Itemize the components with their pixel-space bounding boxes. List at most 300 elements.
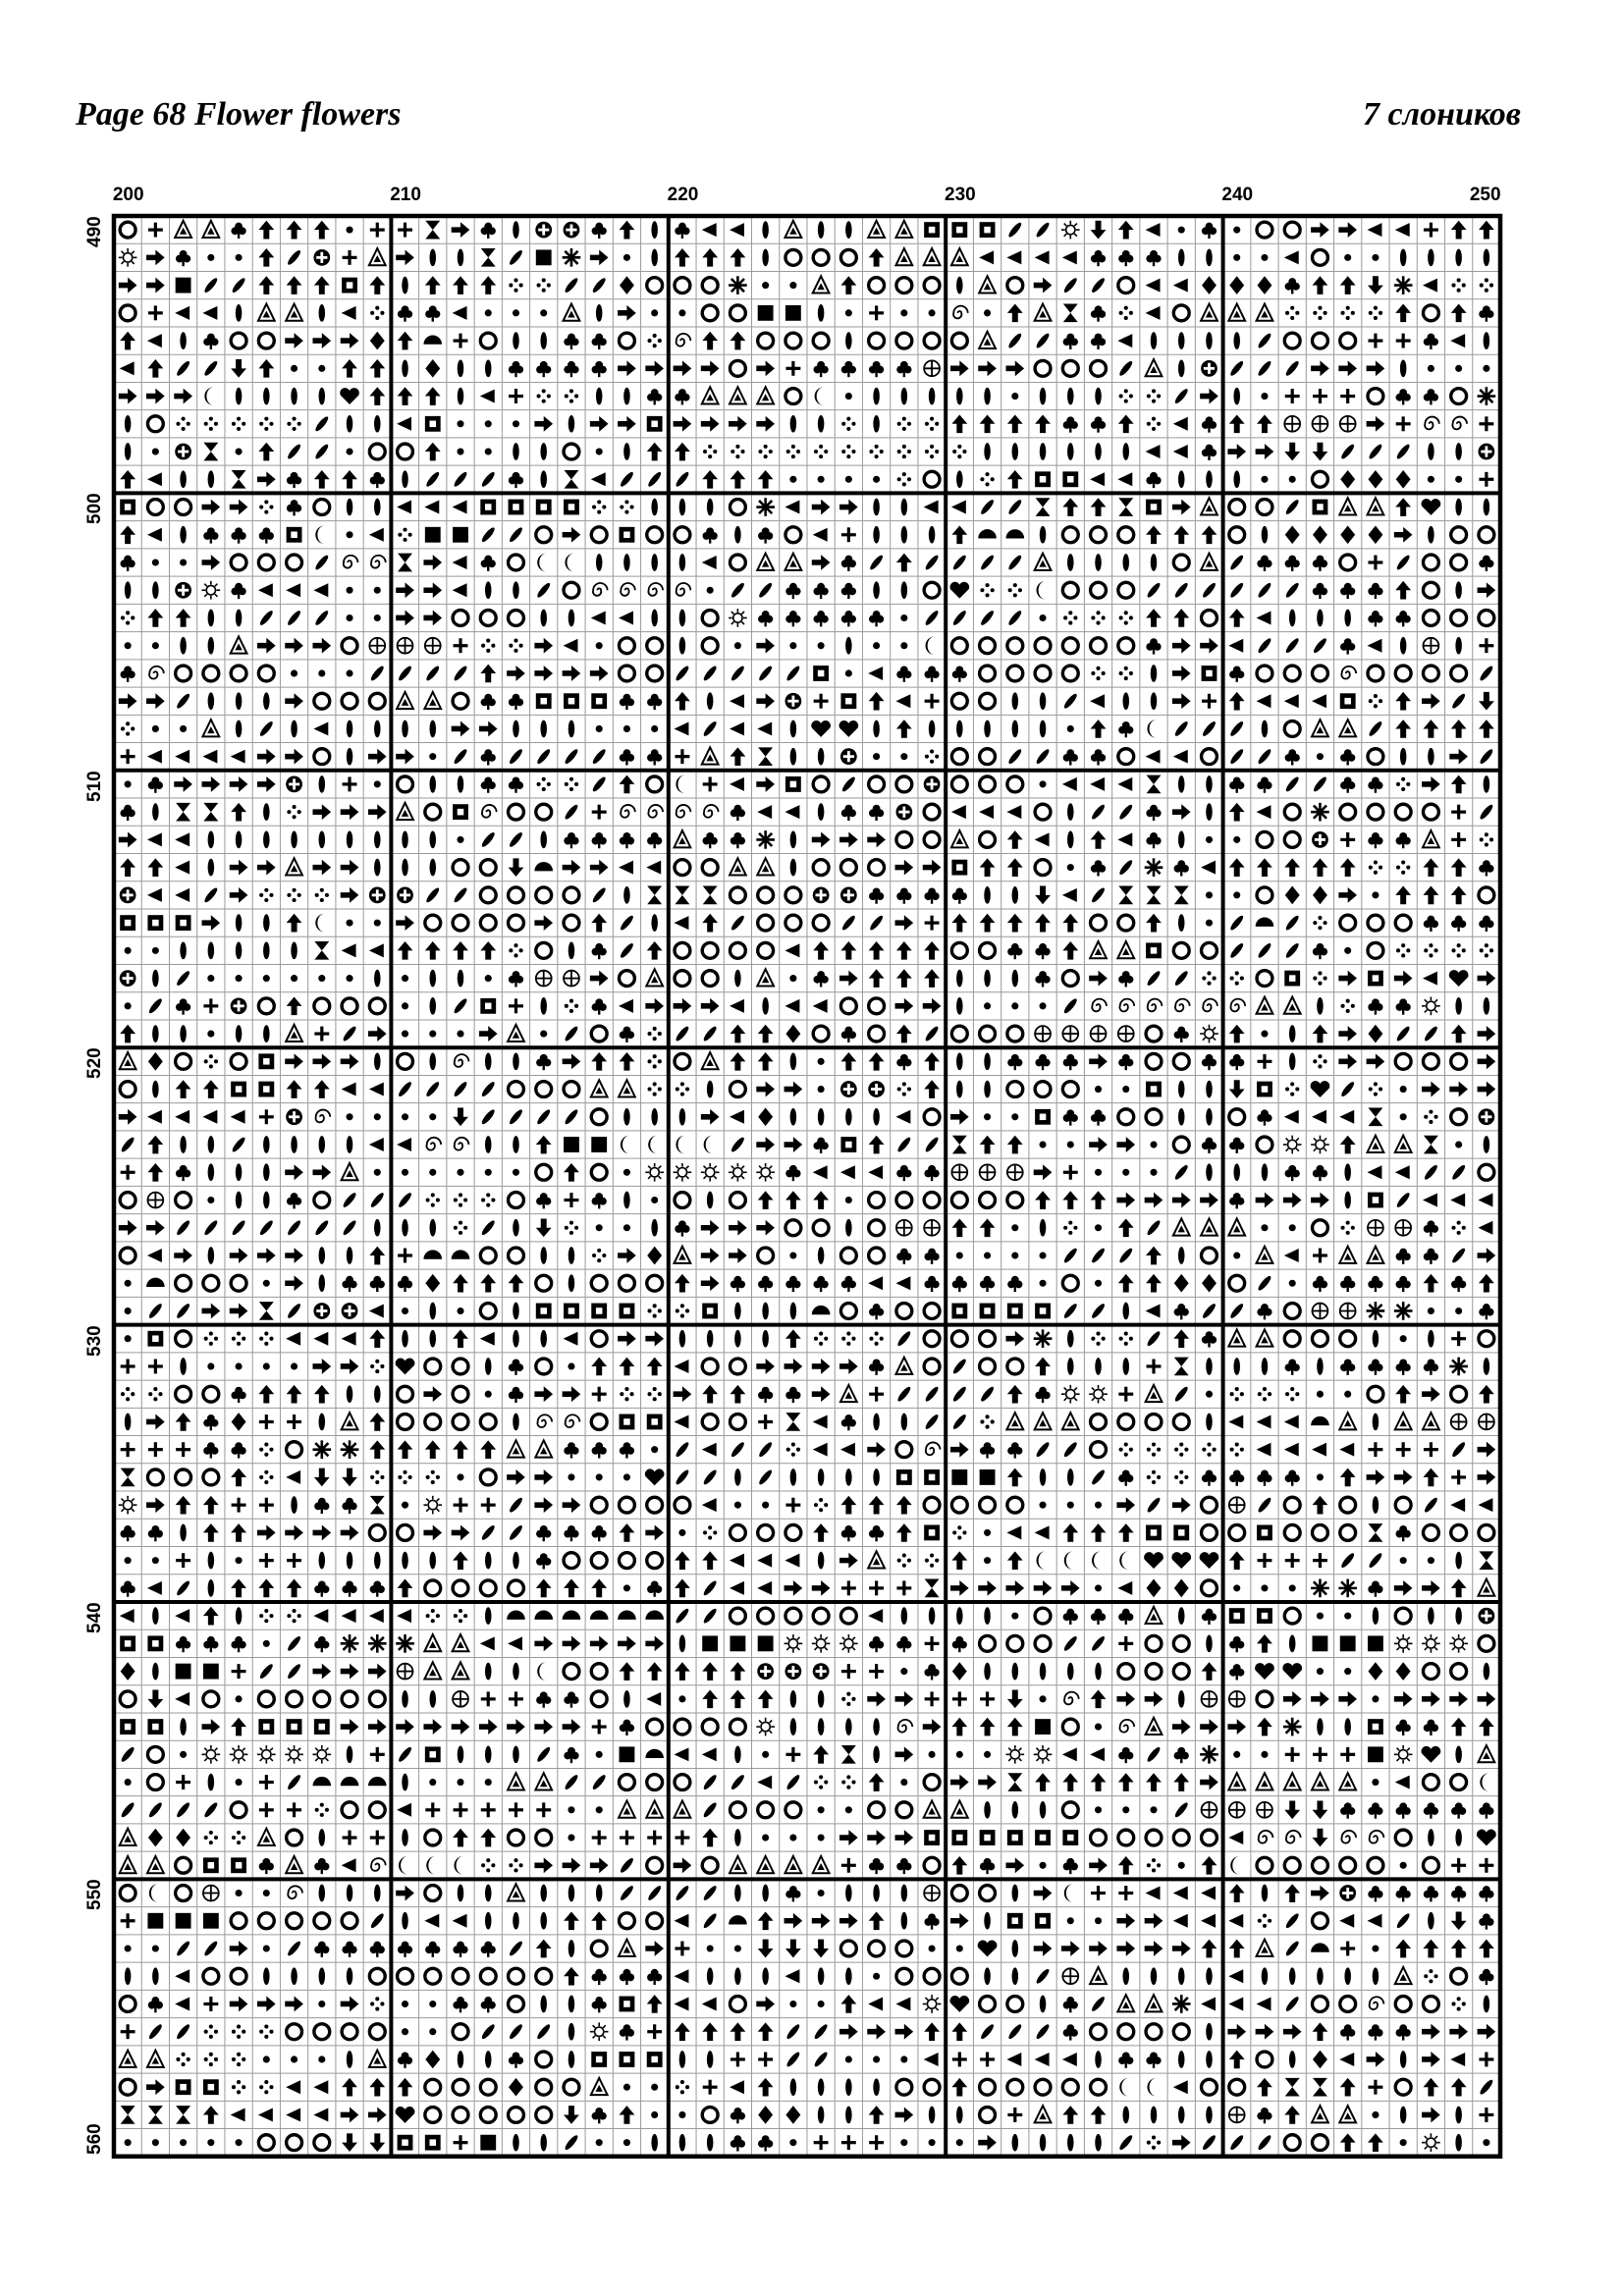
- stitch-clover: [869, 1360, 884, 1375]
- stitch-triangle-outline: [231, 636, 247, 653]
- stitch-triangle-outline: [1339, 1413, 1356, 1429]
- stitch-circle-ring: [1118, 1664, 1134, 1680]
- stitch-circle-ring: [258, 2135, 274, 2151]
- stitch-circle-ring: [536, 804, 552, 820]
- stitch-slash-leaf: [785, 665, 802, 682]
- stitch-hourglass: [703, 886, 718, 905]
- stitch-bullet-dot: [1233, 227, 1240, 234]
- stitch-bullet-dot: [1095, 1584, 1102, 1591]
- stitch-circle-ring: [840, 998, 856, 1014]
- stitch-starburst: [312, 1440, 331, 1459]
- stitch-arrow-right: [507, 1719, 525, 1735]
- stitch-circle-ring: [1257, 2052, 1272, 2067]
- stitch-oval-leaf: [402, 470, 408, 488]
- stitch-oval-leaf: [374, 1552, 381, 1570]
- stitch-circle-ring: [813, 915, 829, 931]
- stitch-arrow-left: [1062, 1747, 1077, 1761]
- stitch-slash-leaf: [397, 665, 413, 682]
- stitch-bullet-dot: [513, 309, 519, 316]
- stitch-circle-ring: [1091, 2079, 1107, 2095]
- stitch-circle-ring: [203, 1691, 219, 1707]
- stitch-oval-leaf: [1178, 1108, 1185, 1126]
- stitch-circle-ring: [1146, 1664, 1162, 1680]
- stitch-oval-leaf: [734, 1303, 741, 1320]
- stitch-bullet-dot: [845, 309, 852, 316]
- stitch-oval-leaf: [208, 1579, 215, 1597]
- stitch-oval-leaf: [347, 721, 353, 738]
- stitch-arrow-right: [1367, 2052, 1385, 2067]
- stitch-diamond: [370, 332, 385, 350]
- stitch-arrow-left: [1312, 694, 1326, 708]
- stitch-cross-circle: [147, 1193, 163, 1208]
- stitch-arrow-down: [564, 2106, 579, 2124]
- stitch-oval-leaf: [291, 721, 298, 738]
- stitch-oval-leaf: [929, 2107, 936, 2124]
- stitch-plus: [592, 1387, 607, 1402]
- stitch-bullet-dot: [818, 1834, 825, 1841]
- stitch-oval-leaf: [374, 859, 381, 877]
- stitch-sunburst: [312, 1745, 331, 1764]
- stitch-arrow-up: [1340, 858, 1356, 877]
- stitch-oval-leaf: [845, 1885, 852, 1902]
- stitch-circle-ring: [1284, 831, 1300, 847]
- stitch-square-ring: [1146, 942, 1162, 958]
- stitch-arrow-left: [1201, 1997, 1216, 2010]
- stitch-triangle-outline: [1284, 1773, 1301, 1789]
- stitch-clover: [1063, 1054, 1078, 1070]
- stitch-plus: [703, 776, 718, 791]
- stitch-circle-ring: [1340, 804, 1356, 820]
- stitch-clover: [952, 667, 967, 682]
- stitch-triangle-outline: [1146, 1995, 1163, 2011]
- stitch-spiral: [1259, 1831, 1273, 1843]
- stitch-arrow-right: [812, 1580, 831, 1596]
- stitch-arrow-right: [1005, 1857, 1024, 1873]
- stitch-circle-cross: [1478, 444, 1494, 460]
- stitch-arrow-right: [1116, 1193, 1135, 1208]
- stitch-square-ring: [1173, 1524, 1189, 1540]
- stitch-arrow-up: [398, 332, 413, 350]
- stitch-arrow-up: [287, 914, 302, 933]
- stitch-circle-ring: [591, 527, 607, 543]
- stitch-oval-leaf: [1455, 1607, 1462, 1625]
- stitch-arrow-right: [1200, 389, 1218, 404]
- stitch-slash-leaf: [1395, 1191, 1412, 1208]
- stitch-plus: [370, 1747, 385, 1762]
- stitch-bullet-dot: [762, 282, 769, 289]
- stitch-circle-cross: [397, 886, 413, 903]
- stitch-bullet-dot: [651, 1197, 658, 1203]
- stitch-four-dots: [1285, 306, 1299, 320]
- stitch-arrow-left: [1117, 1581, 1132, 1595]
- stitch-clover: [1340, 1802, 1355, 1818]
- stitch-circle-ring: [591, 1941, 607, 1956]
- stitch-square-ring: [980, 1830, 996, 1845]
- stitch-arrow-up: [620, 1052, 635, 1071]
- stitch-oval-leaf: [623, 388, 630, 405]
- stitch-circle-ring: [951, 1968, 967, 1984]
- stitch-clover: [1174, 1027, 1189, 1042]
- stitch-hourglass: [1368, 1523, 1382, 1542]
- stitch-clover: [1174, 1304, 1189, 1319]
- stitch-arrow-right: [1311, 222, 1329, 238]
- stitch-oval-leaf: [429, 970, 436, 988]
- stitch-oval-leaf: [208, 692, 215, 710]
- stitch-arrow-up: [147, 858, 163, 877]
- stitch-plus: [509, 389, 523, 403]
- stitch-arrow-up: [1091, 1773, 1107, 1791]
- stitch-bullet-dot: [789, 975, 796, 982]
- stitch-slash-leaf: [258, 720, 275, 737]
- stitch-arrow-left: [813, 1443, 828, 1457]
- stitch-circle-ring: [453, 2079, 468, 2095]
- stitch-circle-ring: [1118, 749, 1134, 765]
- stitch-four-dots: [814, 1332, 828, 1346]
- stitch-plus: [370, 1831, 385, 1845]
- stitch-circle-ring: [647, 1913, 663, 1929]
- stitch-plus: [536, 1802, 551, 1817]
- stitch-bullet-dot: [818, 642, 825, 649]
- stitch-circle-ring: [924, 2079, 940, 2095]
- stitch-four-dots: [537, 389, 551, 402]
- stitch-arrow-right: [202, 915, 221, 931]
- stitch-oval-leaf: [402, 1829, 408, 1846]
- stitch-oval-leaf: [458, 1745, 464, 1763]
- stitch-circle-cross: [813, 886, 830, 903]
- stitch-slash-leaf: [258, 1663, 275, 1681]
- stitch-four-dots: [980, 472, 994, 486]
- stitch-arrow-up: [675, 1579, 690, 1598]
- stitch-arrow-right: [812, 1913, 831, 1929]
- stitch-heart: [1144, 1552, 1163, 1569]
- stitch-four-dots: [1285, 1387, 1299, 1401]
- stitch-cross-circle: [924, 1220, 940, 1236]
- stitch-plus: [592, 805, 607, 820]
- stitch-oval-leaf: [818, 1247, 825, 1264]
- stitch-oval-leaf: [319, 1829, 326, 1846]
- stitch-arrow-up: [1257, 858, 1272, 877]
- stitch-oval-leaf: [152, 803, 159, 821]
- stitch-slash-leaf: [1257, 2134, 1273, 2152]
- stitch-circle-ring: [924, 1857, 940, 1873]
- stitch-oval-leaf: [458, 970, 464, 988]
- stitch-clover: [785, 583, 800, 599]
- stitch-bullet-dot: [236, 2139, 243, 2146]
- stitch-clover: [536, 1193, 551, 1208]
- stitch-circle-ring: [480, 2108, 496, 2123]
- stitch-arrow-down: [1368, 276, 1383, 294]
- stitch-bullet-dot: [346, 920, 352, 927]
- stitch-arrow-left: [1146, 223, 1161, 237]
- stitch-bullet-dot: [900, 614, 907, 621]
- stitch-slash-leaf: [702, 1607, 719, 1625]
- stitch-crescent: [621, 1136, 629, 1154]
- stitch-four-dots: [1480, 943, 1493, 957]
- stitch-arrow-up: [1479, 1940, 1494, 1958]
- stitch-hourglass: [841, 1745, 856, 1764]
- stitch-circle-ring: [1202, 1580, 1217, 1596]
- stitch-circle-ring: [1035, 860, 1051, 876]
- stitch-bullet-dot: [956, 2139, 963, 2146]
- stitch-circle-ring: [1451, 1109, 1467, 1125]
- stitch-half-disc: [146, 1278, 165, 1287]
- stitch-circle-ring: [509, 1997, 524, 2012]
- stitch-clover: [785, 1387, 800, 1403]
- stitch-slash-leaf: [1228, 581, 1245, 599]
- stitch-slash-leaf: [314, 443, 331, 460]
- stitch-oval-leaf: [929, 388, 936, 405]
- stitch-circle-ring: [1479, 1331, 1494, 1347]
- stitch-arrow-left: [730, 1581, 744, 1595]
- stitch-half-disc: [729, 1915, 747, 1924]
- stitch-bullet-dot: [374, 1169, 381, 1176]
- stitch-square-ring: [924, 1469, 940, 1485]
- stitch-circle-ring: [702, 611, 718, 626]
- stitch-cross-circle: [951, 1164, 967, 1180]
- stitch-four-dots: [259, 2025, 273, 2039]
- stitch-arrow-left: [369, 1138, 384, 1151]
- stitch-slash-leaf: [175, 2023, 191, 2041]
- stitch-slash-leaf: [508, 1496, 524, 1514]
- stitch-arrow-left: [840, 1165, 855, 1179]
- stitch-oval-leaf: [1428, 249, 1434, 267]
- stitch-oval-leaf: [707, 2051, 714, 2068]
- stitch-heart: [949, 582, 969, 599]
- stitch-arrow-right: [784, 1913, 803, 1929]
- stitch-arrow-left: [757, 1554, 772, 1568]
- stitch-oval-leaf: [1484, 332, 1490, 349]
- stitch-circle-ring: [258, 998, 274, 1014]
- stitch-slash-leaf: [730, 1774, 746, 1791]
- stitch-circle-ring: [1284, 1857, 1300, 1873]
- stitch-slash-leaf: [535, 2023, 552, 2041]
- stitch-triangle-outline: [619, 1080, 635, 1096]
- stitch-arrow-up: [203, 2106, 219, 2124]
- stitch-clover: [120, 667, 135, 682]
- stitch-square-ring: [924, 1524, 940, 1540]
- stitch-arrow-up: [591, 1911, 607, 1930]
- stitch-arrow-right: [202, 1304, 221, 1319]
- stitch-clover: [1118, 1747, 1133, 1763]
- stitch-four-dots: [259, 1609, 273, 1623]
- stitch-arrow-right: [1172, 666, 1191, 681]
- stitch-clover: [730, 832, 745, 848]
- stitch-clover: [1063, 2024, 1078, 2040]
- stitch-circle-ring: [980, 693, 996, 709]
- stitch-triangle-outline: [757, 554, 774, 570]
- stitch-triangle-outline: [286, 1856, 302, 1873]
- stitch-triangle-outline: [424, 1662, 441, 1679]
- stitch-arrow-right: [839, 1913, 858, 1929]
- stitch-circle-ring: [369, 2024, 385, 2040]
- stitch-oval-leaf: [1095, 2051, 1102, 2068]
- stitch-bullet-dot: [1372, 1695, 1379, 1702]
- stitch-starburst: [1367, 1302, 1385, 1320]
- stitch-oval-leaf: [1040, 1801, 1047, 1819]
- stitch-oval-leaf: [1206, 775, 1213, 793]
- stitch-arrow-right: [396, 749, 414, 765]
- stitch-circle-ring: [1229, 1275, 1245, 1291]
- stitch-clover: [1479, 305, 1493, 321]
- stitch-half-disc: [341, 1777, 359, 1786]
- stitch-oval-leaf: [1289, 2051, 1296, 2068]
- stitch-square-ring: [1313, 500, 1328, 515]
- stitch-clover: [481, 1997, 496, 2012]
- stitch-filled-square: [951, 1469, 967, 1485]
- stitch-four-dots: [897, 1553, 911, 1567]
- stitch-clover: [398, 1276, 412, 1292]
- stitch-oval-leaf: [458, 1885, 464, 1902]
- stitch-arrow-up: [369, 1247, 385, 1265]
- stitch-plus: [148, 305, 163, 320]
- stitch-arrow-up: [702, 914, 718, 933]
- stitch-bullet-dot: [762, 1751, 769, 1758]
- stitch-clover: [120, 556, 135, 571]
- stitch-oval-leaf: [734, 1829, 741, 1846]
- stitch-oval-leaf: [513, 581, 519, 599]
- stitch-arrow-right: [1478, 1248, 1496, 1263]
- stitch-arrow-right: [867, 1691, 886, 1707]
- stitch-four-dots: [204, 2025, 218, 2039]
- stitch-four-dots: [204, 1332, 218, 1346]
- stitch-oval-leaf: [208, 942, 215, 960]
- stitch-slash-leaf: [1062, 1302, 1079, 1319]
- stitch-arrow-right: [950, 1442, 969, 1458]
- stitch-circle-ring: [1395, 1053, 1411, 1069]
- stitch-square-ring: [924, 1830, 940, 1845]
- stitch-bullet-dot: [180, 559, 187, 565]
- stitch-oval-leaf: [1040, 721, 1047, 738]
- stitch-four-dots: [259, 500, 273, 513]
- stitch-oval-leaf: [1400, 359, 1407, 377]
- stitch-square-ring: [1062, 471, 1078, 487]
- stitch-oval-leaf: [679, 554, 686, 571]
- stitch-clover: [509, 1360, 523, 1375]
- stitch-circle-cross: [120, 970, 136, 987]
- stitch-diamond: [425, 2051, 440, 2069]
- stitch-clover: [592, 943, 607, 959]
- stitch-hourglass: [203, 803, 218, 822]
- stitch-oval-leaf: [513, 1052, 519, 1070]
- stitch-arrow-left: [313, 1609, 328, 1623]
- stitch-oval-leaf: [513, 1303, 519, 1320]
- stitch-bullet-dot: [873, 476, 880, 483]
- stitch-diamond: [1396, 470, 1411, 489]
- stitch-bullet-dot: [236, 1779, 243, 1786]
- stitch-circle-ring: [231, 333, 246, 348]
- stitch-arrow-right: [368, 749, 387, 765]
- stitch-circle-ring: [869, 1802, 885, 1818]
- stitch-slash-leaf: [1201, 581, 1217, 599]
- stitch-circle-ring: [1423, 1857, 1438, 1873]
- stitch-oval-leaf: [263, 1967, 270, 1985]
- stitch-arrow-left: [1228, 1997, 1243, 2010]
- stitch-sunburst: [1422, 1634, 1440, 1653]
- stitch-circle-ring: [1284, 222, 1300, 238]
- stitch-arrow-left: [369, 528, 384, 542]
- stitch-cross-circle: [1091, 1026, 1107, 1041]
- stitch-circle-ring: [509, 1082, 524, 1097]
- stitch-oval-leaf: [208, 831, 215, 849]
- stitch-square-ring: [147, 915, 163, 931]
- stitch-oval-leaf: [402, 859, 408, 877]
- stitch-bullet-dot: [1289, 476, 1296, 483]
- stitch-oval-leaf: [152, 970, 159, 988]
- stitch-four-dots: [841, 417, 855, 431]
- stitch-arrow-left: [1228, 1831, 1243, 1844]
- stitch-circle-ring: [120, 222, 135, 238]
- stitch-oval-leaf: [513, 2134, 519, 2152]
- stitch-slash-leaf: [1228, 359, 1245, 377]
- stitch-arrow-right: [230, 1304, 248, 1319]
- stitch-triangle-outline: [1035, 1413, 1052, 1429]
- row-label: 540: [84, 1602, 105, 1633]
- stitch-arrow-right: [1116, 1497, 1135, 1513]
- stitch-clover: [841, 361, 856, 377]
- stitch-square-ring: [1035, 1109, 1051, 1125]
- stitch-clover: [592, 1193, 607, 1208]
- stitch-oval-leaf: [402, 1690, 408, 1708]
- stitch-bullet-dot: [125, 1945, 132, 1951]
- stitch-bullet-dot: [152, 642, 159, 649]
- stitch-triangle-outline: [202, 720, 219, 736]
- stitch-oval-leaf: [707, 1967, 714, 1985]
- stitch-slash-leaf: [147, 1302, 164, 1319]
- stitch-arrow-left: [147, 1249, 162, 1262]
- stitch-arrow-left: [1423, 972, 1437, 986]
- stitch-arrow-right: [950, 1109, 969, 1125]
- stitch-arrow-up: [702, 2022, 718, 2041]
- stitch-bullet-dot: [984, 309, 991, 316]
- stitch-oval-leaf: [790, 1052, 797, 1070]
- stitch-arrow-left: [868, 667, 883, 680]
- stitch-spiral: [648, 805, 663, 818]
- stitch-circle-ring: [1423, 305, 1438, 321]
- stitch-clover: [730, 1276, 745, 1292]
- stitch-hourglass: [1424, 1136, 1438, 1154]
- stitch-circle-ring: [425, 1359, 441, 1374]
- stitch-four-dots: [786, 445, 800, 458]
- stitch-arrow-left: [369, 1083, 384, 1096]
- stitch-circle-ring: [1423, 1775, 1438, 1790]
- stitch-oval-leaf: [790, 415, 797, 433]
- stitch-circle-ring: [258, 555, 274, 570]
- stitch-triangle-outline: [730, 858, 746, 875]
- stitch-four-dots: [897, 1082, 911, 1095]
- stitch-circle-ring: [314, 998, 330, 1014]
- stitch-oval-leaf: [319, 1885, 326, 1902]
- stitch-oval-leaf: [845, 2078, 852, 2096]
- stitch-arrow-left: [286, 1470, 300, 1484]
- stitch-bullet-dot: [1317, 1391, 1324, 1398]
- stitch-oval-leaf: [236, 1163, 243, 1181]
- stitch-bullet-dot: [623, 1584, 630, 1591]
- stitch-square-ring: [120, 1635, 135, 1651]
- stitch-oval-leaf: [513, 332, 519, 349]
- stitch-crescent: [537, 554, 546, 572]
- stitch-four-dots: [426, 1193, 440, 1206]
- stitch-plus: [1479, 416, 1493, 431]
- stitch-clover: [1396, 1249, 1411, 1264]
- stitch-arrow-right: [978, 2135, 997, 2151]
- stitch-plus: [121, 749, 135, 764]
- stitch-arrow-right: [1478, 1691, 1496, 1707]
- stitch-four-dots: [370, 306, 384, 320]
- stitch-clover: [1063, 416, 1078, 432]
- stitch-oval-leaf: [1206, 1081, 1213, 1098]
- stitch-oval-leaf: [679, 499, 686, 516]
- stitch-oval-leaf: [1040, 526, 1047, 544]
